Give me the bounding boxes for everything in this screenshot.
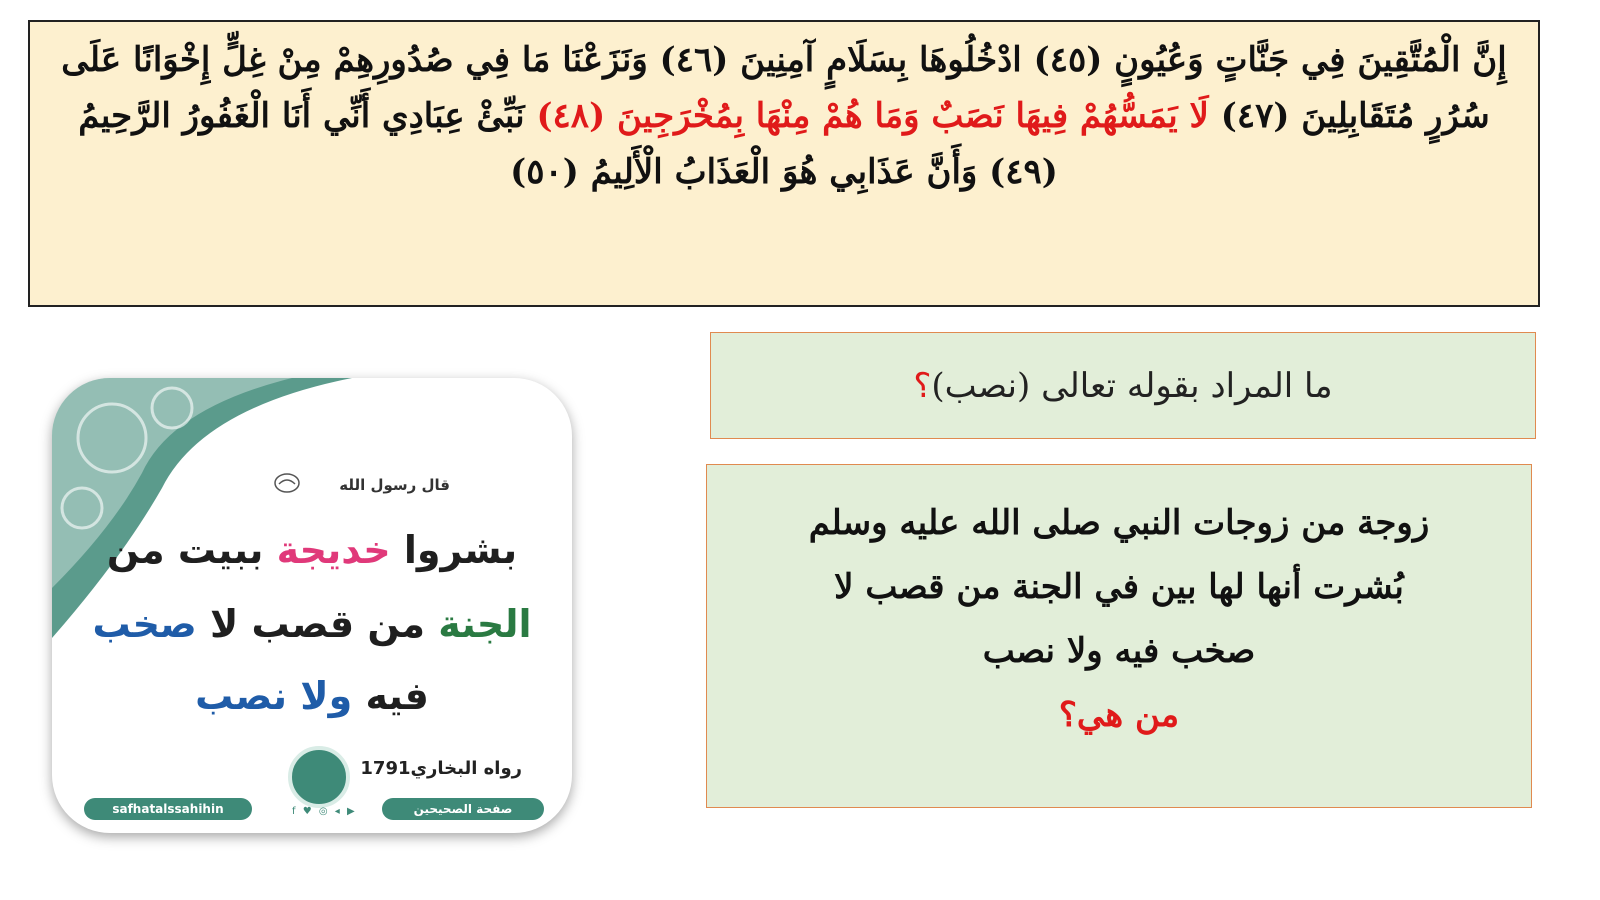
card-word-khadija: خديجة bbox=[276, 528, 391, 572]
answer-prompt: من هي؟ bbox=[1058, 695, 1180, 735]
hadith-card bbox=[52, 378, 572, 833]
verse-highlight: لَا يَمَسُّهُمْ فِيهَا نَصَبٌ وَمَا هُمْ مِنْهَا بِمُخْرَجِينَ (٤٨) bbox=[536, 96, 1209, 136]
card-word-sakhab: صخب bbox=[92, 602, 197, 646]
card-said: قال رسول الله bbox=[339, 476, 450, 494]
card-word: فيه bbox=[365, 674, 429, 718]
card-word-wala: ولا bbox=[300, 674, 353, 718]
brand-logo bbox=[288, 746, 350, 808]
verse-box bbox=[28, 20, 1540, 307]
brand-pill: صفحة الصحيحين bbox=[382, 798, 544, 820]
card-word: من قصب bbox=[251, 602, 426, 646]
social-icons: f ♥ ◎ ◂ ▶ bbox=[292, 806, 357, 817]
card-line-3 bbox=[52, 674, 572, 718]
card-line-2 bbox=[52, 602, 572, 646]
verse-text-end: نَبِّئْ عِبَادِي أَنِّي أَنَا الْغَفُورُ الرَّحِيمُ (٤٩) وَأَنَّ عَذَابِي هُوَ الْعَذَابُ الْأَلِيمُ (٥٠) bbox=[78, 96, 1058, 192]
question-box bbox=[710, 332, 1536, 439]
question-text: ما المراد بقوله تعالى (نصب) bbox=[931, 365, 1333, 406]
answer-line: صخب فيه ولا نصب bbox=[982, 631, 1256, 671]
answer-line: زوجة من زوجات النبي صلى الله عليه وسلم bbox=[808, 503, 1430, 543]
narrator-text: رواه البخاري1791 bbox=[360, 758, 522, 779]
card-word: لا bbox=[210, 602, 239, 646]
salutation-icon bbox=[274, 472, 300, 494]
verse-text: إِنَّ الْمُتَّقِينَ فِي جَنَّاتٍ وَعُيُونٍ (٤٥) ادْخُلُوهَا بِسَلَامٍ آمِنِينَ (٤٦) وَنَزَعْنَا مَا فِي صُدُورِهِمْ مِنْ غِلٍّ إِخْوَانًا عَلَى سُرُرٍ مُتَقَابِلِينَ (٤٧) bbox=[61, 40, 1507, 136]
handle-pill: safhatalssahihin bbox=[84, 798, 252, 820]
card-word: ببيت من bbox=[106, 528, 264, 572]
card-word-jannah: الجنة bbox=[438, 602, 532, 646]
card-word: بشروا bbox=[403, 528, 518, 572]
card-word-nasab: نصب bbox=[195, 674, 288, 718]
ornament-corner bbox=[52, 378, 352, 638]
card-line-1 bbox=[52, 528, 572, 572]
answer-line: بُشرت أنها لها بين في الجنة من قصب لا bbox=[834, 567, 1404, 607]
question-mark: ؟ bbox=[913, 365, 932, 406]
answer-box bbox=[706, 464, 1532, 808]
